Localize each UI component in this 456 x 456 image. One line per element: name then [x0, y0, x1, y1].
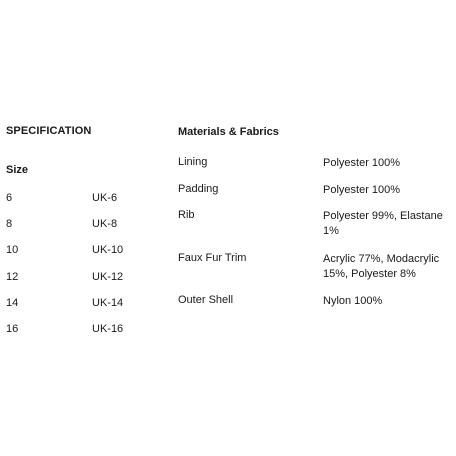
- size-row: [6, 323, 166, 337]
- uk-size-value: UK-6: [92, 192, 118, 204]
- size-row: [6, 218, 166, 232]
- uk-size-value: UK-16: [92, 323, 124, 335]
- size-row: [6, 297, 166, 311]
- uk-size-value: UK-10: [92, 244, 124, 256]
- material-label: Faux Fur Trim: [178, 252, 247, 264]
- uk-size-value: UK-8: [92, 218, 118, 230]
- material-label: Outer Shell: [178, 294, 234, 306]
- material-label: Rib: [178, 209, 195, 221]
- uk-size-value: UK-12: [92, 271, 124, 283]
- material-value: Polyester 99%, Elastane 1%: [323, 210, 443, 237]
- material-label: Padding: [178, 183, 219, 195]
- material-value: Acrylic 77%, Modacrylic 15%, Polyester 8%: [323, 253, 440, 280]
- size-heading: Size: [6, 164, 29, 176]
- size-value: 8: [6, 218, 13, 230]
- uk-size-value: UK-14: [92, 297, 124, 309]
- size-row: [6, 244, 166, 258]
- material-label: Lining: [178, 156, 208, 168]
- size-value: 16: [6, 323, 19, 335]
- material-value: Polyester 100%: [323, 184, 401, 196]
- material-value: Nylon 100%: [323, 295, 383, 307]
- size-row: [6, 192, 166, 206]
- size-value: 14: [6, 297, 19, 309]
- materials-heading: Materials & Fabrics: [178, 126, 279, 138]
- size-value: 12: [6, 271, 19, 283]
- material-value: Polyester 100%: [323, 157, 401, 169]
- specification-title: SPECIFICATION: [6, 125, 92, 137]
- size-value: 6: [6, 192, 13, 204]
- size-value: 10: [6, 244, 19, 256]
- size-row: [6, 271, 166, 285]
